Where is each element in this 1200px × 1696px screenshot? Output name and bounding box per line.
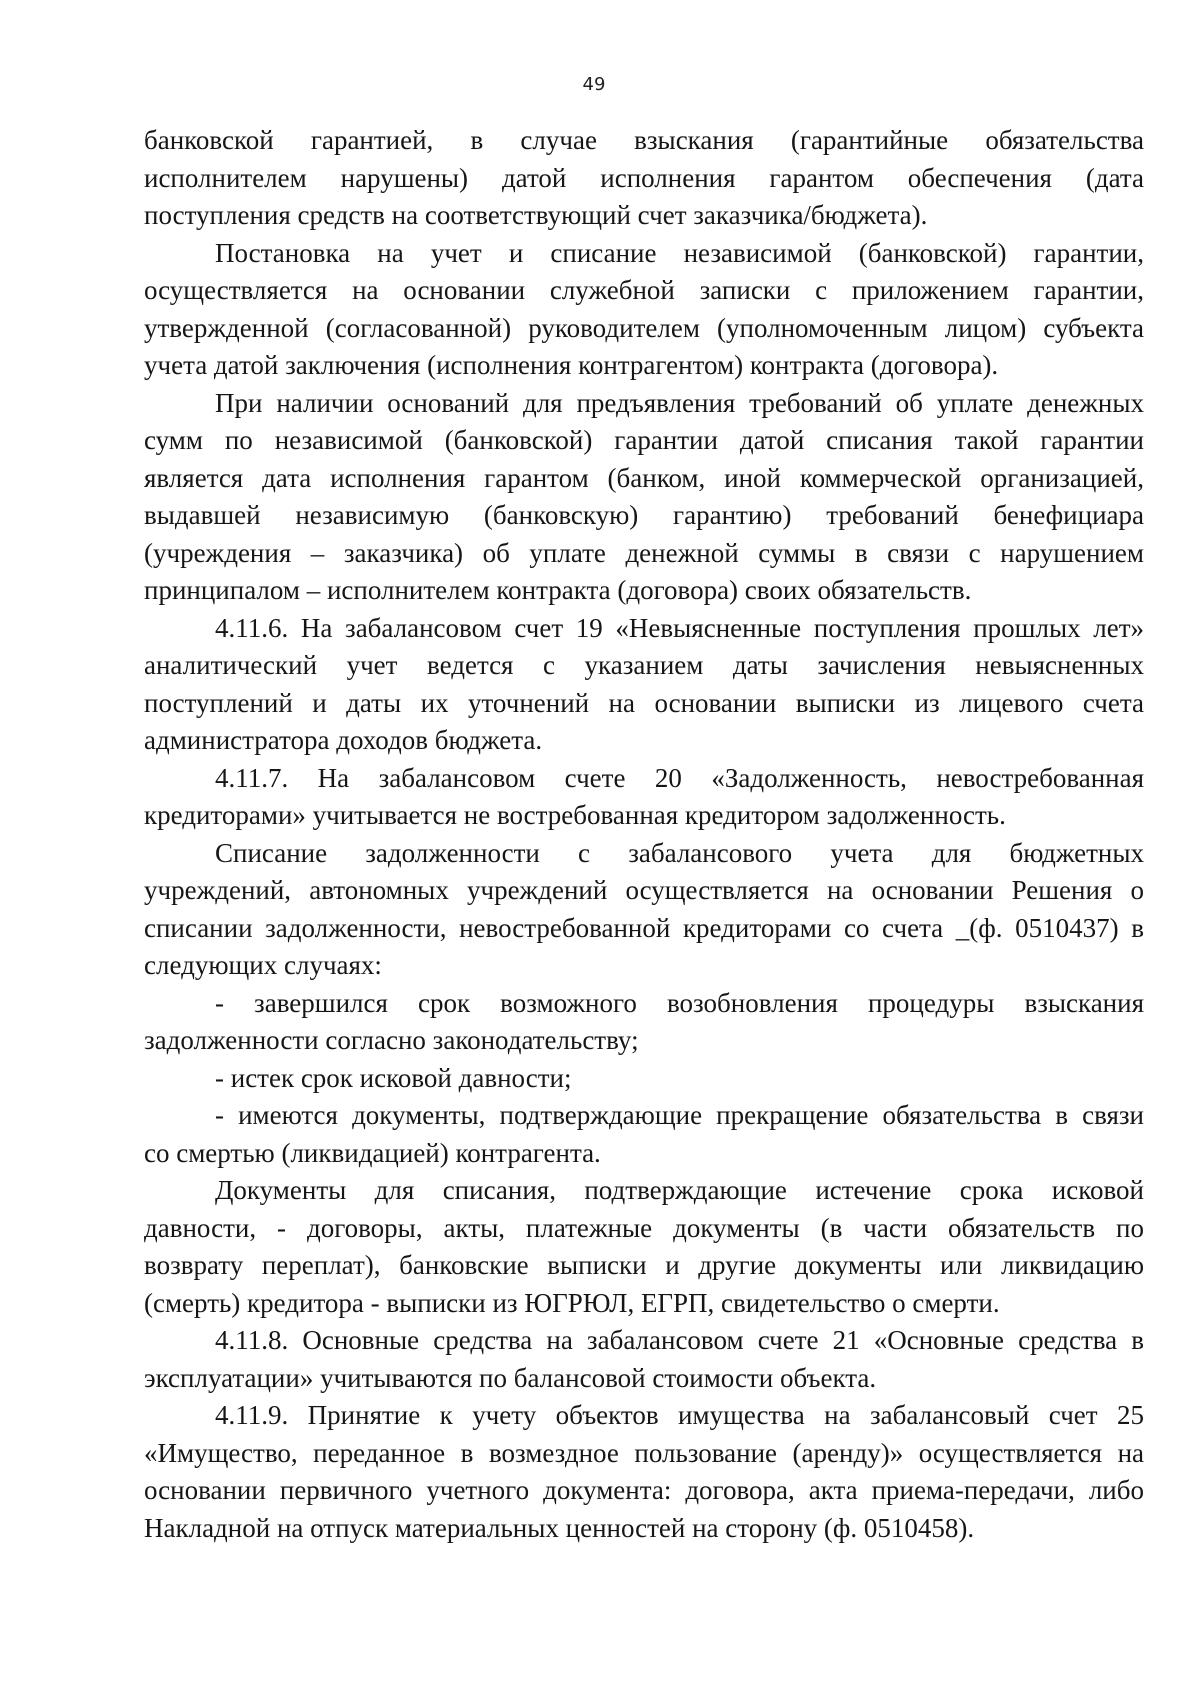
- paragraph-line: 4.11.6. На забалансовом счет 19 «Невыясненные поступления прошлых лет»: [215, 612, 1144, 643]
- paragraph-line: Документы для списания, подтверждающие истечение срока исковой: [215, 1175, 1144, 1205]
- paragraph-line: «Имущество, переданное в возмездное пользование (аренду)» осуществляется на: [144, 1437, 1144, 1468]
- paragraph: [144, 1060, 1144, 1098]
- paragraph-line: Постановка на учет и списание независимой (банковской) гарантии,: [215, 237, 1144, 268]
- paragraph-line: поступлений и даты их уточнений на основании выписки из лицевого счета: [144, 687, 1144, 718]
- paragraph-line: (учреждения – заказчика) об уплате денежной суммы в связи с нарушением: [144, 537, 1144, 568]
- paragraph-line: Списание задолженности с забалансового учета для бюджетных: [215, 837, 1144, 868]
- paragraph: [144, 122, 1144, 235]
- paragraph: [144, 1397, 1144, 1547]
- paragraph-line: учреждений, автономных учреждений осуществляется на основании Решения о: [144, 875, 1144, 905]
- paragraph-line: осуществляется на основании служебной записки с приложением гарантии,: [144, 275, 1144, 305]
- paragraph-line: Накладной на отпуск материальных ценностей на сторону (ф. 0510458).: [144, 1512, 975, 1543]
- paragraph-line: администратора доходов бюджета.: [144, 725, 543, 755]
- paragraph-line: задолженности согласно законодательству;: [144, 1025, 639, 1055]
- paragraph-line: возврату переплат), банковские выписки и другие документы или ликвидацию: [144, 1250, 1144, 1280]
- paragraph-line: давности, - договоры, акты, платежные документы (в части обязательств по: [144, 1212, 1144, 1243]
- paragraph-line: со смертью (ликвидацией) контрагента.: [144, 1137, 601, 1168]
- paragraph-line: утвержденной (согласованной) руководителем (уполномоченным лицом) субъекта: [144, 312, 1144, 343]
- paragraph-line: 4.11.8. Основные средства на забалансовом счете 21 «Основные средства в: [215, 1325, 1144, 1355]
- paragraph-line: следующих случаях:: [144, 950, 382, 980]
- paragraph: [144, 835, 1144, 985]
- paragraph-line: сумм по независимой (банковской) гарантии датой списания такой гарантии: [144, 425, 1144, 455]
- paragraph-line: (смерть) кредитора - выписки из ЮГРЮЛ, ЕГРП, свидетельство о смерти.: [144, 1287, 1000, 1318]
- paragraph-line: - имеются документы, подтверждающие прекращение обязательства в связи: [215, 1100, 1144, 1130]
- paragraph-line: банковской гарантией, в случае взыскания (гарантийные обязательства: [144, 125, 1144, 155]
- page-number: 49: [582, 74, 606, 95]
- paragraph-line: эксплуатации» учитываются по балансовой стоимости объекта.: [144, 1362, 877, 1393]
- paragraph-line: поступления средств на соответствующий счет заказчика/бюджета).: [144, 200, 928, 230]
- paragraph: [144, 1172, 1144, 1322]
- paragraph: [144, 385, 1144, 610]
- paragraph-line: исполнителем нарушены) датой исполнения гарантом обеспечения (дата: [144, 162, 1144, 193]
- paragraph: [144, 235, 1144, 385]
- paragraph-line: выдавшей независимую (банковскую) гарантию) требований бенефициара: [144, 500, 1144, 530]
- paragraph-line: 4.11.9. Принятие к учету объектов имущества на забалансовый счет 25: [215, 1400, 1144, 1430]
- paragraph-line: учета датой заключения (исполнения контрагентом) контракта (договора).: [144, 350, 999, 380]
- document-body: [144, 122, 1144, 1547]
- paragraph: [144, 760, 1144, 835]
- paragraph: [144, 985, 1144, 1060]
- paragraph-line: является дата исполнения гарантом (банком, иной коммерческой организацией,: [144, 462, 1144, 493]
- paragraph-line: принципалом – исполнителем контракта (договора) своих обязательств.: [144, 575, 972, 605]
- paragraph-line: При наличии оснований для предъявления требований об уплате денежных: [215, 387, 1144, 418]
- paragraph-line: кредиторами» учитывается не востребованная кредитором задолженность.: [144, 800, 1006, 830]
- paragraph-line: списании задолженности, невостребованной кредиторами со счета _(ф. 0510437) в: [144, 912, 1144, 943]
- paragraph-line: аналитический учет ведется с указанием даты зачисления невыясненных: [144, 650, 1144, 680]
- paragraph-line: - завершился срок возможного возобновления процедуры взыскания: [215, 987, 1144, 1018]
- paragraph-line: основании первичного учетного документа: договора, акта приема-передачи, либо: [144, 1475, 1144, 1505]
- paragraph: [144, 1322, 1144, 1397]
- paragraph: [144, 610, 1144, 760]
- paragraph-line: 4.11.7. На забалансовом счете 20 «Задолженность, невостребованная: [215, 762, 1144, 793]
- paragraph: [144, 1097, 1144, 1172]
- paragraph-line: - истек срок исковой давности;: [215, 1062, 572, 1093]
